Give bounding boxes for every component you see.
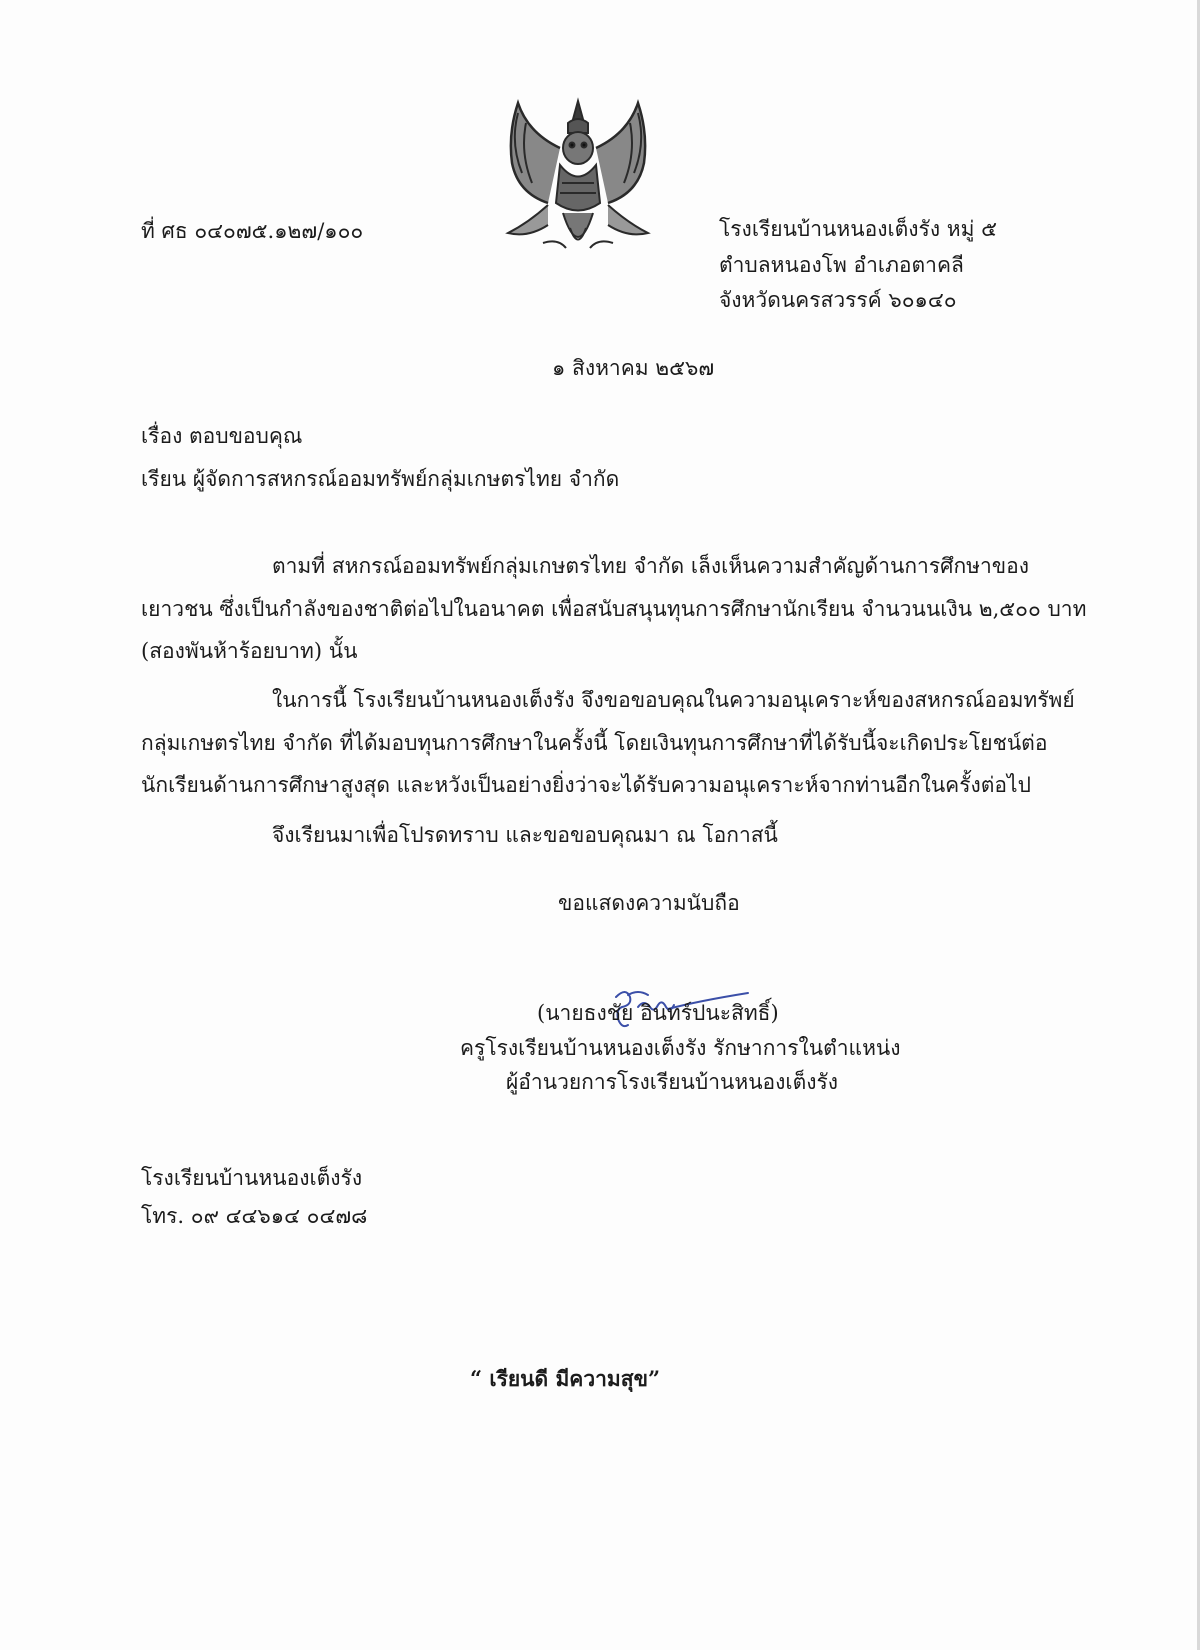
paragraph-1-line-1: ตามที่ สหกรณ์ออมทรัพย์กลุ่มเกษตรไทย จำกัด เล็งเห็นความสำคัญด้านการศึกษาของ xyxy=(272,554,1030,578)
address-line-1: โรงเรียนบ้านหนองเต็งรัง หมู่ ๕ xyxy=(719,217,998,241)
signer-name: (นายธงชัย อินทร์ปนะสิทธิ์) xyxy=(537,1001,779,1025)
address-line-3: จังหวัดนครสวรรค์ ๖๐๑๔๐ xyxy=(719,288,957,312)
paragraph-1-line-3: (สองพันห้าร้อยบาท) นั้น xyxy=(141,639,358,663)
subject-line: เรื่อง ตอบขอบคุณ xyxy=(141,424,303,448)
paragraph-2-line-2: กลุ่มเกษตรไทย จำกัด ที่ได้มอบทุนการศึกษาในครั้งนี้ โดยเงินทุนการศึกษาที่ได้รับนี้จะเกิดประโยชน์ต่อ xyxy=(141,731,1048,755)
paragraph-1-line-2: เยาวชน ซึ่งเป็นกำลังของชาติต่อไปในอนาคต เพื่อสนับสนุนทุนการศึกษานักเรียน จำนวนนเงิน ๒,๕๐๐ บาท xyxy=(141,597,1087,621)
garuda-emblem-icon xyxy=(488,93,668,263)
recipient-line: เรียน ผู้จัดการสหกรณ์ออมทรัพย์กลุ่มเกษตรไทย จำกัด xyxy=(141,467,620,491)
footer-school-name: โรงเรียนบ้านหนองเต็งรัง xyxy=(141,1166,363,1190)
school-motto: “ เรียนดี มีความสุข” xyxy=(470,1366,661,1391)
address-line-2: ตำบลหนองโพ อำเภอตาคลี xyxy=(719,253,964,277)
letter-date: ๑ สิงหาคม ๒๕๖๗ xyxy=(552,356,715,380)
regards-text: ขอแสดงความนับถือ xyxy=(558,891,740,915)
document-number: ที่ ศธ ๐๔๐๗๕.๑๒๗/๑๐๐ xyxy=(141,219,364,243)
signer-position-2: ผู้อำนวยการโรงเรียนบ้านหนองเต็งรัง xyxy=(506,1070,839,1094)
paragraph-2-line-1: ในการนี้ โรงเรียนบ้านหนองเต็งรัง จึงขอขอบคุณในความอนุเคราะห์ของสหกรณ์ออมทรัพย์ xyxy=(272,688,1075,712)
paragraph-2-line-3: นักเรียนด้านการศึกษาสูงสุด และหวังเป็นอย่างยิ่งว่าจะได้รับความอนุเคราะห์จากท่านอีกในครั้งต่อไป xyxy=(141,773,1031,797)
closing-paragraph: จึงเรียนมาเพื่อโปรดทราบ และขอขอบคุณมา ณ โอกาสนี้ xyxy=(272,823,778,847)
footer-phone: โทร. ๐๙ ๔๔๖๑๔ ๐๔๗๘ xyxy=(141,1204,368,1228)
signer-position-1: ครูโรงเรียนบ้านหนองเต็งรัง รักษาการในตำแหน่ง xyxy=(460,1036,901,1060)
